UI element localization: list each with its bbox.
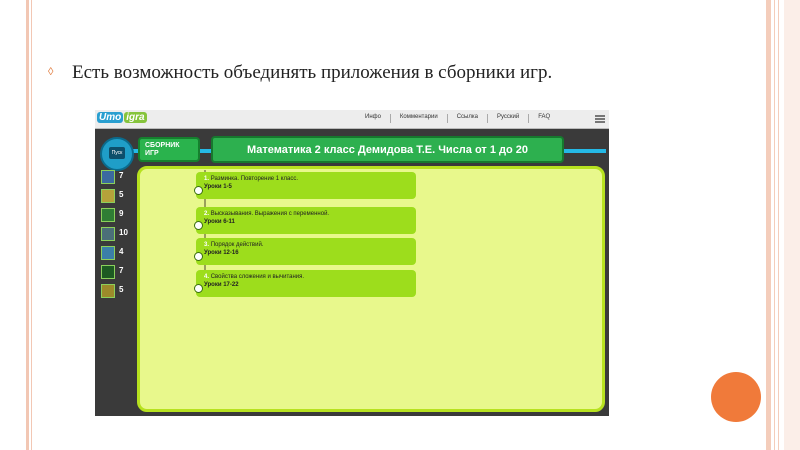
game-thumbnail-icon (101, 227, 115, 241)
sidebar-item-1[interactable] (99, 169, 135, 186)
nav-language-link[interactable]: Русский (496, 114, 520, 120)
key-icon (194, 284, 203, 293)
lesson-item-1[interactable]: 1. Разминка. Повторение 1 класс. Уроки 1-5 (196, 172, 416, 199)
top-bar (95, 110, 609, 129)
sidebar-item-count: 5 (119, 285, 124, 294)
lesson-range: Уроки 6-11 (204, 219, 235, 225)
lesson-item-4[interactable]: 4. Свойства сложения и вычитания. Уроки 17-22 (196, 270, 416, 297)
top-nav (365, 114, 550, 123)
slide-frame-left (26, 0, 29, 450)
sidebar-item-7[interactable] (99, 283, 135, 300)
game-thumbnail-icon (101, 170, 115, 184)
lesson-item-3[interactable]: 3. Порядок действий. Уроки 12-16 (196, 238, 416, 265)
sidebar-item-4[interactable] (99, 226, 135, 243)
umoigra-logo[interactable]: Umo igra (99, 112, 145, 123)
game-thumbnail-icon (101, 189, 115, 203)
header-connector-right (564, 149, 606, 153)
decorative-circle (711, 372, 761, 422)
collection-label-line2: ИГР (145, 150, 159, 157)
nav-divider (487, 114, 488, 123)
nav-info-link[interactable]: Инфо (365, 114, 381, 120)
slide-frame-right-thin-2 (778, 0, 779, 450)
menu-icon[interactable] (595, 115, 605, 123)
slide-frame-edge (784, 0, 800, 450)
nav-comments-link[interactable]: Комментарии (399, 114, 438, 120)
slide-frame-right (766, 0, 771, 450)
sidebar-item-count: 4 (119, 247, 124, 256)
home-hub-button[interactable] (100, 137, 134, 171)
hub-label: Пуск (109, 147, 125, 159)
sidebar-item-2[interactable] (99, 188, 135, 205)
game-thumbnail-icon (101, 208, 115, 222)
key-icon (194, 186, 203, 195)
game-thumbnail-icon (101, 246, 115, 260)
lesson-title: Свойства сложения и вычитания. (210, 274, 305, 280)
lesson-range: Уроки 17-22 (204, 282, 239, 288)
sidebar-item-count: 9 (119, 209, 124, 218)
game-thumbnail-icon (101, 265, 115, 279)
key-icon (194, 221, 203, 230)
nav-divider (390, 114, 391, 123)
sidebar-item-count: 5 (119, 190, 124, 199)
bullet-icon: ◊ (48, 66, 54, 78)
game-collection-button[interactable] (138, 137, 200, 162)
lesson-title: Порядок действий. (210, 242, 264, 248)
lesson-range: Уроки 1-5 (204, 184, 232, 190)
sidebar-item-count: 7 (119, 266, 124, 275)
nav-link-link[interactable]: Ссылка (456, 114, 478, 120)
nav-divider (447, 114, 448, 123)
lesson-title: Разминка. Повторение 1 класс. (210, 176, 298, 182)
app-screenshot (95, 110, 609, 416)
sidebar-item-count: 7 (119, 171, 124, 180)
lesson-title: Высказывания. Выражения с переменной. (210, 211, 330, 217)
key-icon (194, 252, 203, 261)
lesson-range: Уроки 12-16 (204, 250, 239, 256)
slide-bullet-text: Есть возможность объединять приложения в сборники игр. (72, 62, 553, 83)
sidebar-item-6[interactable] (99, 264, 135, 281)
game-thumbnail-icon (101, 284, 115, 298)
sidebar-item-3[interactable] (99, 207, 135, 224)
nav-faq-link[interactable]: FAQ (538, 114, 551, 120)
nav-divider (528, 114, 529, 123)
collection-title: Математика 2 класс Демидова Т.Е. Числа от 1 до 20 (211, 136, 564, 163)
slide-frame-left-thin (31, 0, 32, 450)
lesson-item-2[interactable]: 2. Высказывания. Выражения с переменной. Уроки 6-11 (196, 207, 416, 234)
sidebar-item-count: 10 (119, 228, 128, 237)
collection-label-line1: СБОРНИК (145, 142, 180, 149)
sidebar-item-5[interactable] (99, 245, 135, 262)
slide-frame-right-thin (774, 0, 775, 450)
